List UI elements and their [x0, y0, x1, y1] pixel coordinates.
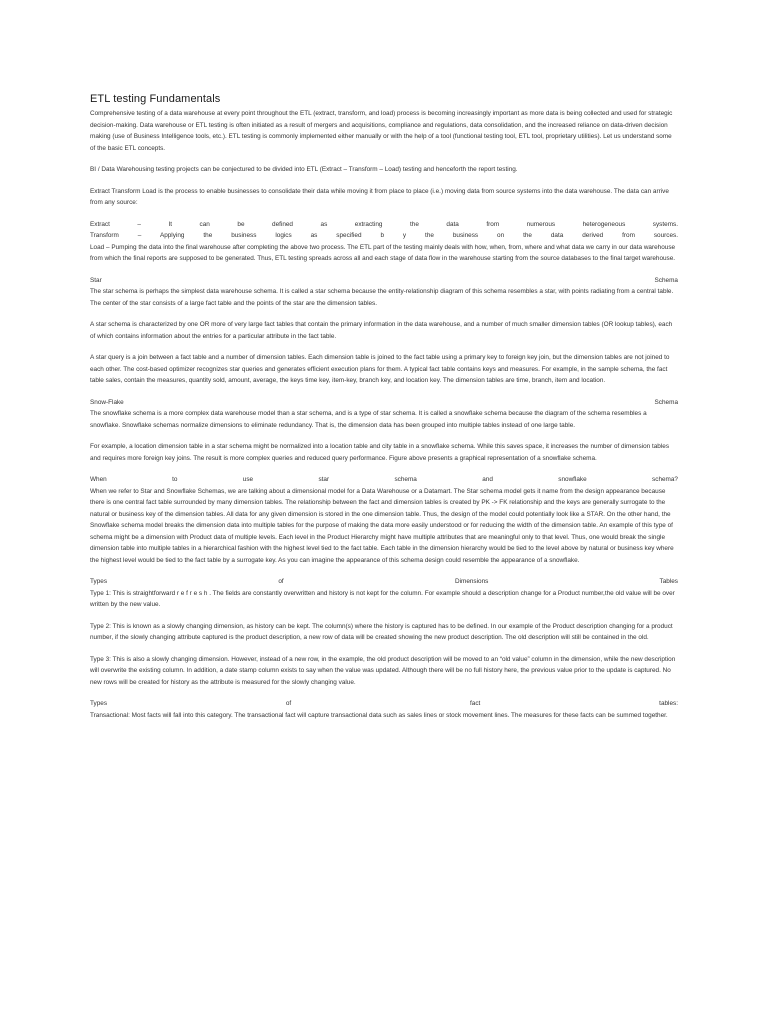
document-title: ETL testing Fundamentals — [90, 93, 221, 105]
paragraph-load: Load – Pumping the data into the final warehouse after completing the above two process. The ETL part of the testing mainly deals with how, when, from, where and what data we carry in our data warehouse from which the final reports are supposed to be generated. Thus, ETL testing spreads across all and each stage of data flow in the warehouse starting from the source databases to the final target warehouse. — [90, 243, 676, 262]
paragraph-transactional: Transactional: Most facts will fall into this category. The transactional fact will capture transactional data such as sales lines or stock movement lines. The measures for these facts can be summed together. — [90, 711, 668, 719]
paragraph-star-characterized: A star schema is characterized by one OR more of very large fact tables that contain the primary information in the data warehouse, and a number of much smaller dimension tables (OR lookup tables), each of which contains information about the entries for a particular attribute in the fact table. — [90, 321, 673, 340]
paragraph-extract: Extract – It can be defined as extracting the data from numerous heterogeneous systems. — [90, 220, 678, 228]
heading-star-schema: Star Schema — [90, 276, 678, 284]
paragraph-bi-testing: BI / Data Warehousing testing projects can be conjectured to be divided into ETL (Extract – Transform – Load) testing and henceforth the report testing. — [90, 166, 518, 173]
paragraph-type-3: Type 3: This is also a slowly changing dimension. However, instead of a new row, in the example, the old product description will be moved to an “old value” column in the dimension, while the new description will overwrite the existing column. In addition, a date stamp column exists to say when the value was updated. Although there will be no full history here, the previous value prior to the update is captured. No new rows will be created for history as the attribute is measured for the slowly changing value. — [90, 655, 676, 686]
heading-dimension-types: Types of Dimensions Tables — [90, 578, 678, 585]
paragraph-when-to-use: When we refer to Star and Snowflake Schemas, we are talking about a dimensional model for a Data Warehouse or a Datamart. The Star schema model gets it name from the design appearance because there is one central fact table surrounded by many dimension tables. The relationship between the fact and dimension tables is created by PK -> FK relationship and the keys are generally surrogate to the natural or business key of the dimension tables. All data for any given dimension is stored in the one dimension table. Thus, the design of the model could potentially look like a STAR. On the other hand, the Snowflake schema model breaks the dimension data into multiple tables for the purpose of making the data more easily understood or for reducing the width of the dimension table. An example of this type of schema might be a dimension with Product data of multiple levels. Each level in the Product Hierarchy might have multiple attributes that are meaningful only to that level. Thus, one would break the single dimension table into multiple tables in a hierarchical fashion with the highest level tied to the fact table. Each table in the dimension hierarchy would be tied to the level above by natural or business key where the highest level would be tied to the fact table by a surrogate key. As you can imagine the appearance of this schema design could resemble the appearance of a snowflake. — [90, 487, 674, 564]
paragraph-star-schema: The star schema is perhaps the simplest data warehouse schema. It is called a star schema because the entity-relationship diagram of this schema resembles a star, with points radiating from a central table. The center of the star consists of a large fact table and the points of the star are the dimension tables. — [90, 288, 674, 307]
heading-when-to-use: When to use star schema and snowflake schema? — [90, 476, 678, 483]
paragraph-snowflake-example: For example, a location dimension table in a star schema might be normalized into a location table and city table in a snowflake schema. While this saves space, it increases the number of dimension tables and requires more foreign key joins. The result is more complex queries and reduced query performance. Figure above presents a graphical representation of a snowflake schema. — [90, 443, 670, 462]
paragraph-intro: Comprehensive testing of a data warehouse at every point throughout the ETL (extract, transform, and load) process is becoming increasingly important as more data is being collected and used for strategic decision-making. Data warehouse or ETL testing is often initiated as a result of mergers and acquisitions, compliance and regulations, data consolidation, and the increased reliance on data-driven decision making (use of Business Intelligence tools, etc.). ETL testing is commonly implemented either manually or with the help of a tool (functional testing tool, ETL tool, proprietary utilities). Let us understand some of the basic ETL concepts. — [90, 110, 673, 152]
paragraph-etl-definition: Extract Transform Load is the process to enable businesses to consolidate their data while moving it from place to place (i.e.) moving data from source systems into the data warehouse. The data can arrive from any source: — [90, 187, 669, 206]
paragraph-snowflake-schema: The snowflake schema is a more complex data warehouse model than a star schema, and is a type of star schema. It is called a snowflake schema because the diagram of the schema resembles a snowflake. Snowflake schemas normalize dimensions to eliminate redundancy. That is, the dimension data has been grouped into multiple tables instead of one large table. — [90, 410, 647, 429]
heading-fact-table-types: Types of fact tables: — [90, 700, 678, 707]
heading-snowflake-schema: Snow-Flake Schema — [90, 398, 678, 406]
paragraph-transform: Transform – Applying the business logics as specified b y the business on the data derived from sources. — [90, 232, 678, 239]
paragraph-star-query: A star query is a join between a fact table and a number of dimension tables. Each dimension table is joined to the fact table using a primary key to foreign key join, but the dimension tables are not joined to each other. The cost-based optimizer recognizes star queries and generates efficient execution plans for them. A typical fact table contains keys and measures. For example, in the sample schema, the fact table sales, contain the measures, quantity sold, amount, average, the keys time key, item-key, branch key, and location key. The dimension tables are time, branch, item and location. — [90, 354, 670, 384]
paragraph-type-2: Type 2: This is known as a slowly changing dimension, as history can be kept. The column(s) where the history is captured has to be defined. In our example of the Product description changing for a product number, if the slowly changing attribute captured is the product description, a new row of data will be created showing the new product description. The old description will still be contained in the old. — [90, 622, 673, 641]
paragraph-type-1: Type 1: This is straightforward r e f r e s h . The fields are constantly overwritten and history is not kept for the column. For example should a description change for a Product number,the old value will be over written by the new value. — [90, 589, 675, 608]
